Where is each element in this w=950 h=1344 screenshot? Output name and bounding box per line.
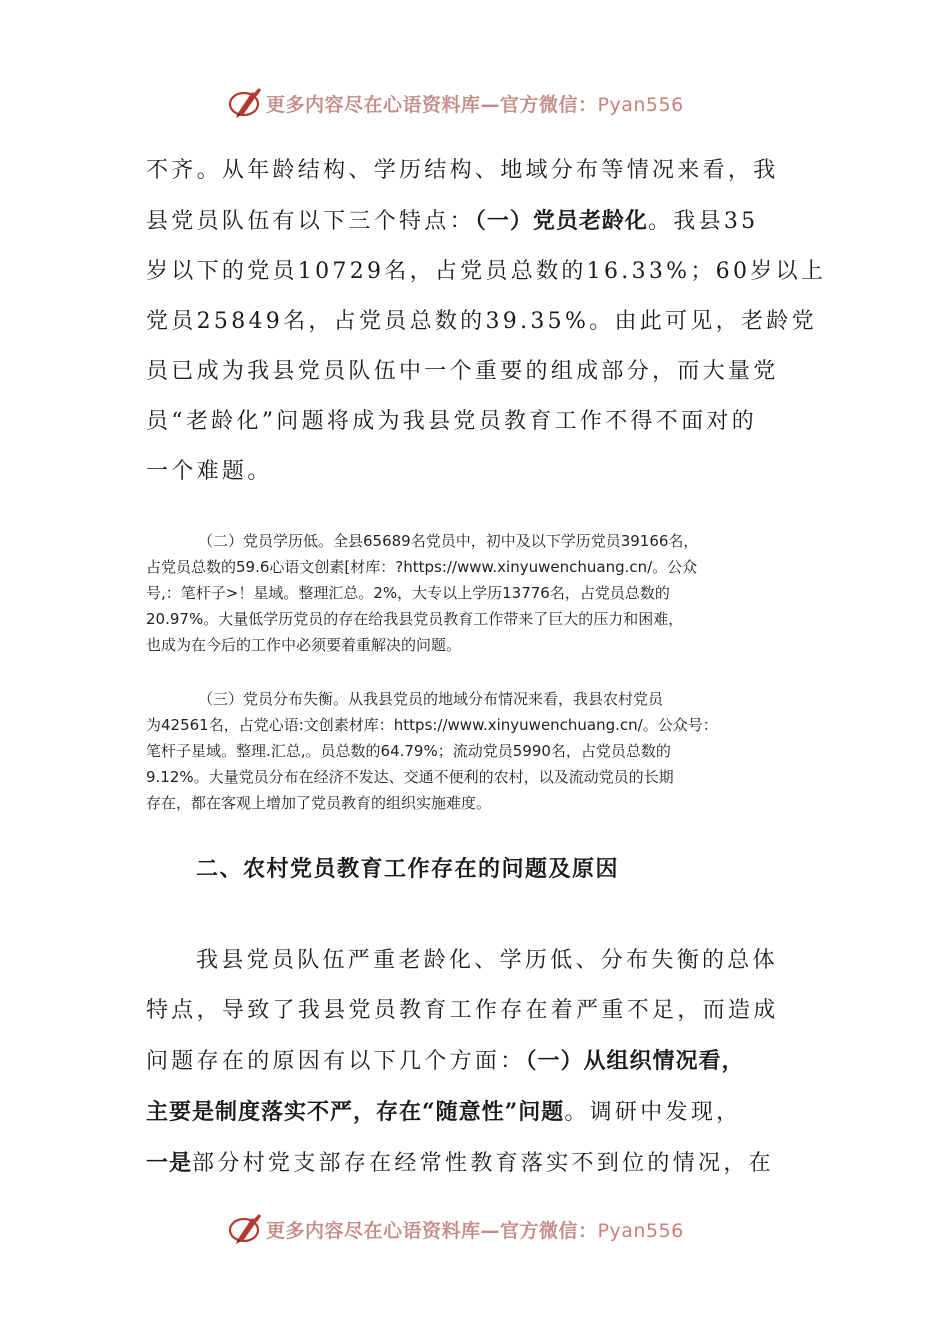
wechat-id: Pyan556: [597, 93, 684, 116]
text-line: 一是部分村党支部存在经常性教育落实不到位的情况，在: [146, 1150, 774, 1176]
text-line: 笔杆子星域。整理.汇总,。员总数的64.79%；流动党员5990名，占党员总数的: [146, 742, 671, 760]
pen-nib-logo-icon: [228, 86, 264, 120]
footer-banner: [228, 1212, 684, 1246]
section-heading: 二、农村党员教育工作存在的问题及原因: [196, 857, 620, 882]
text-line: 问题存在的原因有以下几个方面：（一）从组织情况看，: [146, 1048, 745, 1074]
text-line: 20.97%。大量低学历党员的存在给我县党员教育工作带来了巨大的压力和困难，: [146, 610, 684, 628]
text-line: 员“老龄化”问题将成为我县党员教育工作不得不面对的: [146, 409, 757, 434]
text-line: 岁以下的党员10729名，占党员总数的16.33%；60岁以上: [146, 259, 827, 284]
text-line: 不齐。从年龄结构、学历结构、地域分布等情况来看，我: [146, 158, 779, 183]
text-line: 为42561名，占党心语:文创素材库：https://www.xinyuwenchuang.cn/。公众号：: [146, 716, 718, 734]
text-line: 员已成为我县党员队伍中一个重要的组成部分，而大量党: [146, 359, 779, 384]
wechat-id: Pyan556: [597, 1219, 684, 1242]
banner-text: 更多内容尽在心语资料库—官方微信：Pyan556: [266, 93, 684, 116]
paragraph-education: [146, 528, 818, 658]
text-line: （三）党员分布失衡。从我县党员的地域分布情况来看，我县农村党员: [198, 690, 664, 708]
banner-text: 更多内容尽在心语资料库—官方微信：Pyan556: [266, 1219, 684, 1242]
text-line: 一个难题。: [146, 459, 273, 484]
text-line: 号,：笔杆子>！星域。整理汇总。2%，大专以上学历13776名，占党员总数的: [146, 584, 670, 602]
text-line: 主要是制度落实不严，存在“随意性”问题。调研中发现，: [146, 1099, 742, 1125]
text-line: 我县党员队伍严重老龄化、学历低、分布失衡的总体: [196, 948, 778, 973]
body-block-2: [146, 936, 806, 1189]
text-line: 也成为在今后的工作中必须要着重解决的问题。: [146, 636, 462, 654]
pen-nib-logo-icon: [228, 1212, 264, 1246]
bold-phrase: （一）从组织情况看，: [525, 1048, 745, 1074]
text-line: （二）党员学历低。全县65689名党员中，初中及以下学历党员39166名，: [198, 532, 699, 550]
text-line: 占党员总数的59.6心语文创素[材库：?https://www.xinyuwenchuang.cn/。公众: [146, 558, 698, 576]
body-block-1: [146, 146, 827, 497]
text-line: 县党员队伍有以下三个特点：（一）党员老龄化。我县35: [146, 208, 759, 234]
paragraph-distribution: [146, 686, 818, 816]
text-line: 存在，都在客观上增加了党员教育的组织实施难度。: [146, 794, 492, 812]
text-line: 特点，导致了我县党员教育工作存在着严重不足，而造成: [146, 998, 779, 1023]
text-line: 党员25849名，占党员总数的39.35%。由此可见，老龄党: [146, 309, 817, 334]
text-line: 9.12%。大量党员分布在经济不发达、交通不便利的农村，以及流动党员的长期: [146, 768, 674, 786]
bold-phrase: （一）党员老龄化: [474, 208, 648, 234]
header-banner: [228, 86, 684, 120]
bold-phrase: 一是: [146, 1150, 193, 1176]
bold-phrase: 主要是制度落实不严，存在“随意性”问题: [146, 1099, 565, 1125]
